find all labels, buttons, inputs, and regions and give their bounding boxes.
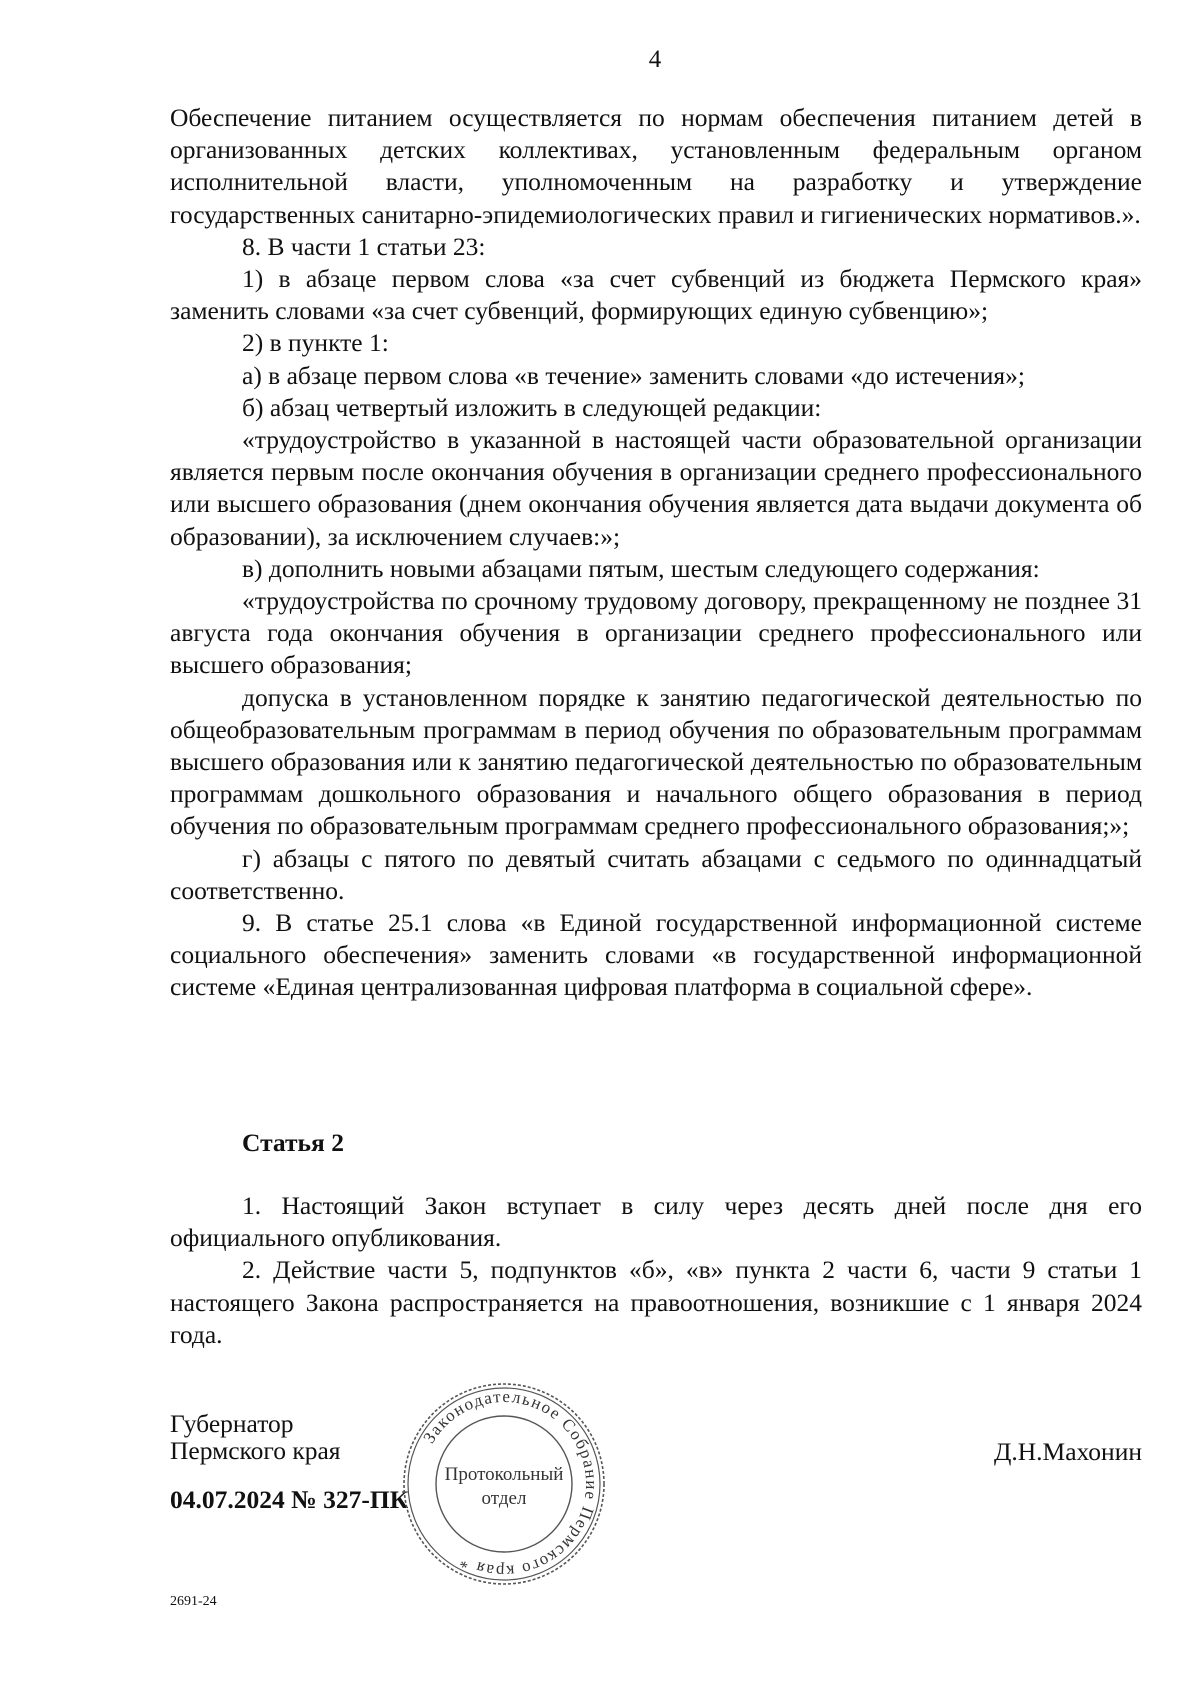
paragraph: «трудоустройство в указанной в настоящей части образовательной организации является первым после окончания обучения в организации среднего профессионального или высшего образования (днем окончания обучения является дата выдачи документа об образовании), за исключением случаев:»; [170, 425, 1142, 551]
paragraph: «трудоустройства по срочному трудовому договору, прекращенному не позднее 31 августа года окончания обучения в организации среднего профессионального или высшего образования; [170, 586, 1142, 680]
stamp-center-line: Протокольный [444, 1464, 564, 1485]
stamp-outer-text-path: Законодательное Собрание Пермского края * [419, 1386, 602, 1582]
document-code: 2691-24 [170, 1594, 217, 1609]
paragraph: 1) в абзаце первом слова «за счет субвенций из бюджета Пермского края» заменить словами «за счет субвенций, формирующих единую субвенцию»; [170, 264, 1142, 326]
law-date-number: 04.07.2024 № 327-ПК [170, 1485, 409, 1514]
paragraph: 2) в пункте 1: [242, 328, 389, 358]
signatory-name: Д.Н.Махонин [993, 1437, 1142, 1466]
paragraph: в) дополнить новыми абзацами пятым, шестым следующего содержания: [242, 553, 1040, 583]
article-item: 2. Действие части 5, подпунктов «б», «в» пункта 2 части 6, части 9 статьи 1 настоящего Закона распространяется на правоотношения, возникшие с 1 января 2024 года. [170, 1255, 1142, 1349]
paragraph: 8. В части 1 статьи 23: [242, 231, 486, 261]
signatory-title-line: Пермского края [170, 1436, 341, 1465]
paragraph: г) абзацы с пятого по девятый считать абзацами с седьмого по одиннадцатый соответственно. [170, 843, 1142, 905]
article-item: 1. Настоящий Закон вступает в силу через десять дней после дня его официального опубликования. [170, 1191, 1142, 1253]
article-heading: Статья 2 [242, 1128, 344, 1157]
article-2-text [170, 1190, 1142, 1351]
paragraph: 9. В статье 25.1 слова «в Единой государственной информационной системе социального обеспечения» заменить словами «в государственной информационной системе «Единая централизованная цифровая платформа в социальной сфере». [170, 908, 1142, 1002]
stamp-center-line: отдел [481, 1488, 527, 1509]
signatory-title [170, 1410, 341, 1464]
paragraph: Обеспечение питанием осуществляется по нормам обеспечения питанием детей в организованных детских коллективах, установленным федеральным органом исполнительной власти, уполномоченным на разработку и утверждение государственных санитарно-эпидемиологических правил и гигиенических нормативов.». [170, 103, 1142, 229]
page-number: 4 [648, 46, 662, 73]
law-body-text [170, 102, 1142, 1004]
official-stamp [400, 1380, 608, 1588]
paragraph: допуска в установленном порядке к занятию педагогической деятельностью по общеобразовательным программам в период обучения по образовательным программам высшего образования или к занятию педагогической деятельностью по образовательным программам дошкольного образования и начального общего образования в период обучения по образовательным программам среднего профессионального образования;»; [170, 682, 1142, 841]
signatory-title-line: Губернатор [170, 1409, 294, 1438]
paragraph: б) абзац четвертый изложить в следующей редакции: [242, 392, 822, 422]
paragraph: а) в абзаце первом слова «в течение» заменить словами «до истечения»; [242, 360, 1025, 390]
